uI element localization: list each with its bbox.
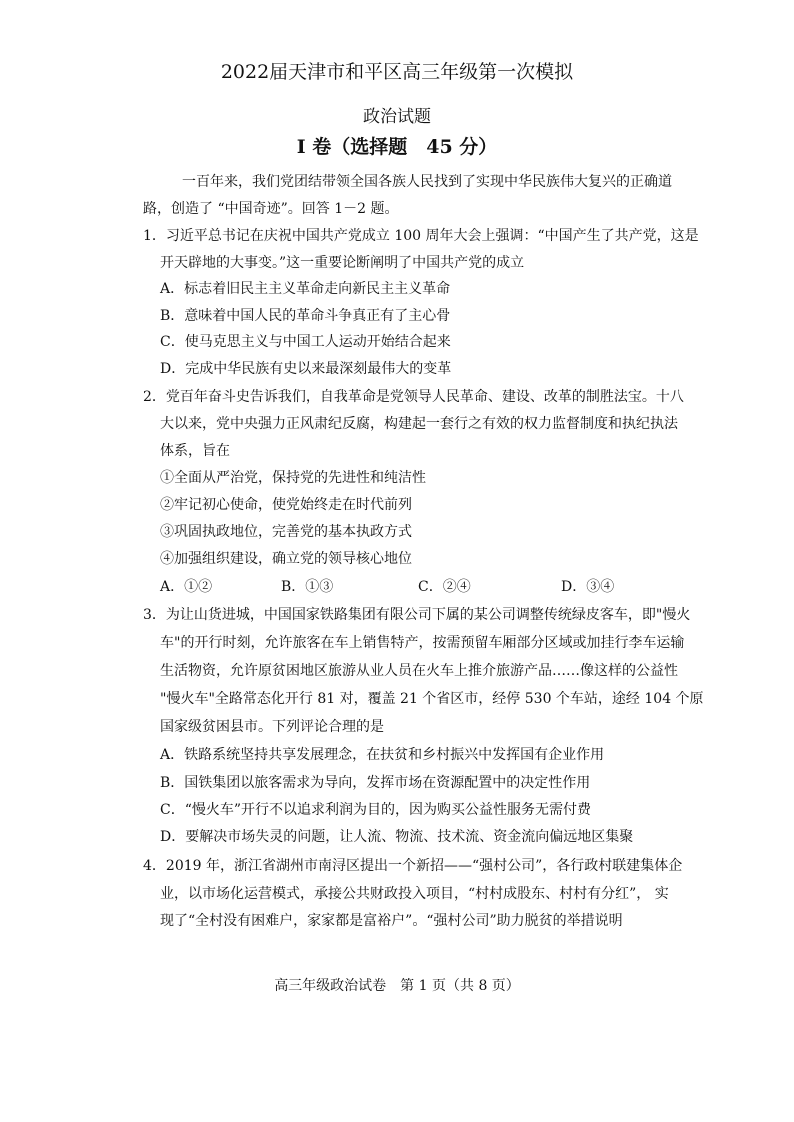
q3-stem-line: 国家级贫困县市。下列评论合理的是 <box>160 719 384 735</box>
q1-stem-line: 1．习近平总书记在庆祝中国共产党成立 100 周年大会上强调：“中国产生了共产党，这是 <box>143 228 699 244</box>
q4-stem-line: 现了“全村没有困难户，家家都是富裕户”。“强村公司”助力脱贫的举措说明 <box>160 913 623 929</box>
q3-option-d: D．要解决市场失灵的问题，让人流、物流、技术流、资金流向偏远地区集聚 <box>160 829 634 845</box>
section-title: I 卷（选择题 45 分） <box>296 136 498 158</box>
q4-stem-line: 业，以市场化运营模式，承接公共财政投入项目，“村村成股东、村村有分红”， 实 <box>160 886 669 902</box>
q3-stem-line: "慢火车"全路常态化开行 81 对，覆盖 21 个省区市，经停 530 个车站，途经 104 个原 <box>160 691 704 707</box>
q1-option-d: D．完成中华民族有史以来最深刻最伟大的变革 <box>160 361 452 377</box>
q4-stem-line: 4．2019 年，浙江省湖州市南浔区提出一个新招——“强村公司”，各行政村联建集体企 <box>143 858 683 874</box>
q1-option-c: C．使马克思主义与中国工人运动开始结合起来 <box>160 334 451 350</box>
q2-stem-line: 2．党百年奋斗史告诉我们，自我革命是党领导人民革命、建设、改革的制胜法宝。十八 <box>143 389 684 405</box>
q2-option-d: D．③④ <box>561 579 615 595</box>
q2-item-3: ③巩固执政地位，完善党的基本执政方式 <box>160 524 412 540</box>
q2-option-b: B．①③ <box>281 579 334 595</box>
q2-stem-line: 体系，旨在 <box>160 443 230 459</box>
exam-title: 2022届天津市和平区高三年级第一次模拟 <box>220 61 574 83</box>
q3-stem-line: 车"的开行时刻，允许旅客在车上销售特产，按需预留车厢部分区域或加挂行李车运输 <box>160 635 685 651</box>
q2-item-2: ②牢记初心使命，使党始终走在时代前列 <box>160 497 412 513</box>
q3-option-a: A．铁路系统坚持共享发展理念，在扶贫和乡村振兴中发挥国有企业作用 <box>160 747 605 763</box>
q1-option-a: A．标志着旧民主主义革命走向新民主主义革命 <box>160 281 451 297</box>
q3-stem-line: 生活物资，允许原贫困地区旅游从业人员在火车上推介旅游产品……像这样的公益性 <box>160 663 678 679</box>
q2-item-4: ④加强组织建设，确立党的领导核心地位 <box>160 551 412 567</box>
page-footer: 高三年级政治试卷 第 1 页（共 8 页） <box>274 978 520 994</box>
q3-option-c: C．“慢火车”开行不以追求利润为目的，因为购买公益性服务无需付费 <box>160 802 592 818</box>
q3-option-b: B．国铁集团以旅客需求为导向，发挥市场在资源配置中的决定性作用 <box>160 775 591 791</box>
q2-stem-line: 大以来，党中央强力正风肃纪反腐，构建起一套行之有效的权力监督制度和执纪执法 <box>160 416 678 432</box>
intro-line: 一百年来，我们党团结带领全国各族人民找到了实现中华民族伟大复兴的正确道 <box>182 174 672 190</box>
intro-line: 路，创造了 “中国奇迹”。回答 1－2 题。 <box>143 201 399 217</box>
q1-option-b: B．意味着中国人民的革命斗争真正有了主心骨 <box>160 308 451 324</box>
q2-option-a: A．①② <box>160 579 213 595</box>
q1-stem-line: 开天辟地的大事变。”这一重要论断阐明了中国共产党的成立 <box>160 255 525 271</box>
q2-item-1: ①全面从严治党，保持党的先进性和纯洁性 <box>160 470 426 486</box>
q2-option-c: C．②④ <box>418 579 471 595</box>
q3-stem-line: 3．为让山货进城，中国国家铁路集团有限公司下属的某公司调整传统绿皮客车，即"慢火 <box>143 607 691 623</box>
subject-title: 政治试题 <box>363 107 431 127</box>
